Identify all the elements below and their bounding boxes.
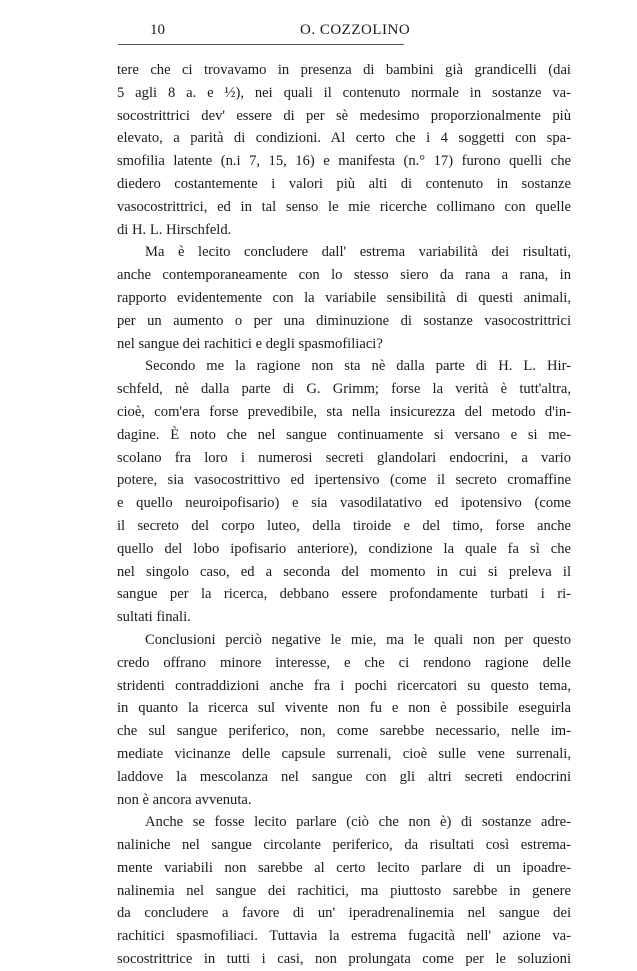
text-line: cioè, com'era forse prevedibile, sta nella insicurezza del metodo d'in-: [117, 403, 571, 420]
text-line: anche contemporaneamente con lo stesso siero da rana a rana, in: [117, 267, 571, 284]
text-line: elevato, a parità di condizioni. Al certo che i 4 soggetti con spa-: [117, 130, 571, 147]
text-line: quello del lobo ipofisario anteriore), condizione la quale fa sì che: [117, 540, 571, 557]
text-line: in quanto la ricerca sul vivente non fu e non è possibile eseguirla: [117, 700, 571, 717]
text-line: nel singolo caso, ed a seconda del momento in cui si preleva il: [117, 563, 571, 580]
text-line: il secreto del corpo luteo, della tiroide e del timo, forse anche: [117, 517, 571, 534]
text-line: sultati finali.: [117, 609, 191, 626]
paragraph-2: [117, 241, 571, 355]
running-head: [118, 22, 568, 46]
text-line: Secondo me la ragione non sta nè dalla parte di H. L. Hir-: [145, 358, 571, 375]
text-line: Anche se fosse lecito parlare (ciò che non è) di sostanze adre-: [145, 814, 571, 831]
text-line: stridenti contraddizioni anche fra i pochi ricercatori su questo tema,: [117, 677, 571, 694]
running-head-author: O. COZZOLINO: [300, 22, 411, 38]
text-line: mente variabili non sarebbe al certo lecito parlare di un ipoadre-: [117, 859, 571, 876]
text-line: non è ancora avvenuta.: [117, 791, 252, 808]
paragraph-4: [117, 629, 571, 811]
text-line: dagine. È noto che nel sangue continuamente si versano e si me-: [117, 426, 571, 443]
text-line: Ma è lecito concludere dall' estrema variabilità dei risultati,: [145, 244, 571, 261]
body-text: [117, 59, 571, 971]
text-line: diedero costantemente i valori più alti di contenuto in sostanze: [117, 175, 571, 192]
text-line: nalinemia nel sangue dei rachitici, ma piuttosto sarebbe in genere: [117, 882, 571, 899]
text-line: rapporto evidentemente con la variabile sensibilità di questi animali,: [117, 289, 571, 306]
text-line: laddove la mescolanza nel sangue con gli altri secreti endocrini: [117, 768, 571, 785]
text-line: di H. L. Hirschfeld.: [117, 221, 232, 238]
text-line: da concludere a favore di un' iperadrenalinemia nel sangue dei: [117, 905, 571, 922]
page-number: 10: [150, 22, 165, 38]
text-line: rachitici spasmofiliaci. Tuttavia la estrema fugacità nell' azione va-: [117, 928, 571, 945]
text-line: che sul sangue periferico, non, come sarebbe necessario, nelle im-: [117, 723, 571, 740]
text-line: naliniche nel sangue circolante periferico, da risultati così estrema-: [117, 837, 571, 854]
paragraph-5: [117, 811, 571, 971]
text-line: socostrittrici dev' essere di per sè medesimo proporzionalmente più: [117, 107, 571, 124]
text-line: mediate vicinanze delle capsule surrenali, cioè sulle vene surrenali,: [117, 745, 571, 762]
text-line: per un aumento o per una diminuzione di sostanze vasocostrittrici: [117, 312, 571, 329]
paragraph-3: [117, 355, 571, 629]
text-line: schfeld, nè dalla parte di G. Grimm; forse la verità è tutt'altra,: [117, 381, 571, 398]
text-line: sangue per la ricerca, debbano essere profondamente turbati i ri-: [117, 586, 571, 603]
text-line: tere che ci trovavamo in presenza di bambini già grandicelli (dai: [117, 62, 571, 78]
text-line: credo offrano minore interesse, e che ci rendono ragione delle: [117, 654, 571, 671]
text-line: nel sangue dei rachitici e degli spasmofiliaci?: [117, 335, 383, 352]
text-line: Conclusioni perciò negative le mie, ma le quali non per questo: [145, 631, 571, 648]
text-line: socostrittrice in tutti i casi, non prolungata come per le soluzioni: [117, 951, 571, 968]
header-rule: [118, 44, 404, 45]
text-line: vasocostrittrici, ed in tal senso le mie ricerche collimano con quelle: [117, 198, 571, 215]
text-line: potere, sia vasocostrittivo ed ipertensivo (come il secreto cromaffine: [117, 472, 571, 489]
text-line: scolano fra loro i numerosi secreti glandolari endocrini, a vario: [117, 449, 571, 466]
paragraph-1: [117, 59, 571, 241]
text-line: smofilia latente (n.i 7, 15, 16) e manifesta (n.° 17) furono quelli che: [117, 153, 571, 170]
text-line: e quello neuroipofisario) e sia vasodilatativo ed ipotensivo (come: [117, 495, 571, 512]
text-line: 5 agli 8 a. e ½), nei quali il contenuto normale in sostanze va-: [117, 84, 571, 101]
